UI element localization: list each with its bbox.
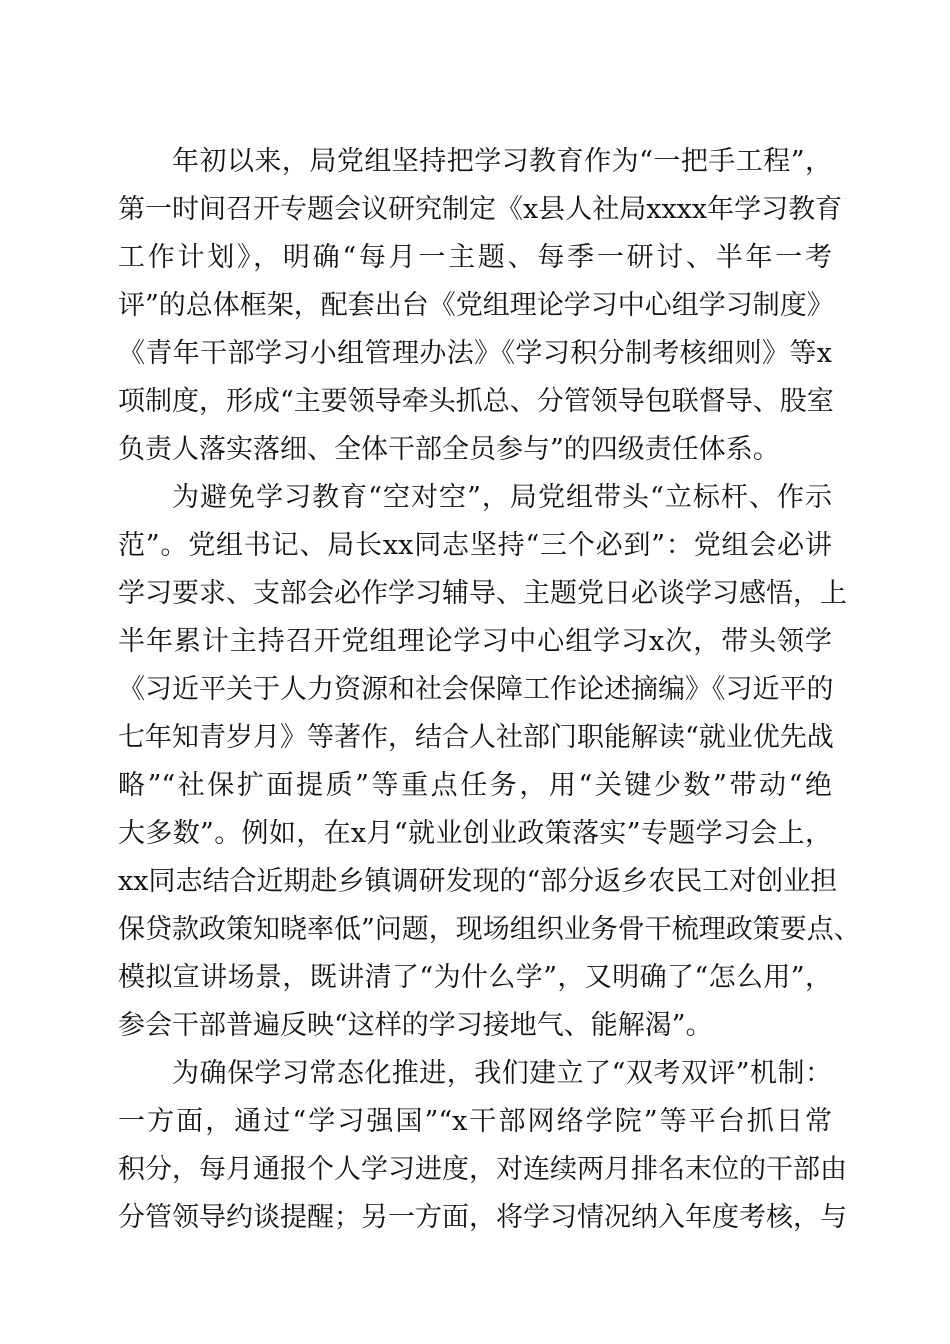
text-line: 积分，每月通报个人学习进度，对连续两月排名末位的干部由: [118, 1154, 847, 1185]
text-line: 保贷款政策知晓率低”问题，现场组织业务骨干梳理政策要点、: [118, 914, 861, 945]
document-body: [118, 138, 861, 1242]
text-line: 第一时间召开专题会议研究制定《x县人社局xxxx年学习教育: [118, 194, 843, 225]
text-line: 项制度，形成“主要领导牵头抓总、分管领导包联督导、股室: [118, 386, 834, 417]
text-line: 为避免学习教育“空对空”，局党组带头“立标杆、作示: [172, 482, 832, 513]
text-line: 负责人落实落细、全体干部全员参与”的四级责任体系。: [118, 434, 780, 465]
text-line: 大多数”。例如，在x月“就业创业政策落实”专题学习会上，: [118, 818, 832, 849]
text-line: 七年知青岁月》等著作，结合人社部门职能解读“就业优先战: [118, 722, 834, 753]
paragraph-3: [118, 1050, 847, 1242]
text-line: 工作计划》，明确“每月一主题、每季一研讨、半年一考: [118, 242, 832, 273]
paragraph-2: [118, 474, 861, 1050]
text-line: 参会干部普遍反映“这样的学习接地气、能解渴”。: [118, 1010, 713, 1041]
text-line: 模拟宣讲场景，既讲清了“为什么学”，又明确了“怎么用”，: [118, 962, 832, 993]
text-line: xx同志结合近期赴乡镇调研发现的“部分返乡农民工对创业担: [118, 866, 838, 897]
text-line: 学习要求、支部会必作学习辅导、主题党日必谈学习感悟，上: [118, 578, 847, 609]
text-line: 一方面，通过“学习强国”“x干部网络学院”等平台抓日常: [118, 1106, 832, 1137]
text-line: 年初以来，局党组坚持把学习教育作为“一把手工程”，: [172, 146, 832, 177]
text-line: 评”的总体框架，配套出台《党组理论学习中心组学习制度》: [118, 290, 834, 321]
text-line: 《青年干部学习小组管理办法》《学习积分制考核细则》等x: [118, 338, 832, 369]
text-line: 《习近平关于人力资源和社会保障工作论述摘编》《习近平的: [118, 674, 834, 705]
text-line: 为确保学习常态化推进，我们建立了“双考双评”机制：: [172, 1058, 832, 1089]
text-line: 范”。党组书记、局长xx同志坚持“三个必到”：党组会必讲: [118, 530, 832, 561]
text-line: 分管领导约谈提醒；另一方面，将学习情况纳入年度考核，与: [118, 1202, 847, 1233]
paragraph-1: [118, 138, 843, 474]
text-line: 略”“社保扩面提质”等重点任务，用“关键少数”带动“绝: [118, 770, 832, 801]
text-line: 半年累计主持召开党组理论学习中心组学习x次，带头领学: [118, 626, 832, 657]
